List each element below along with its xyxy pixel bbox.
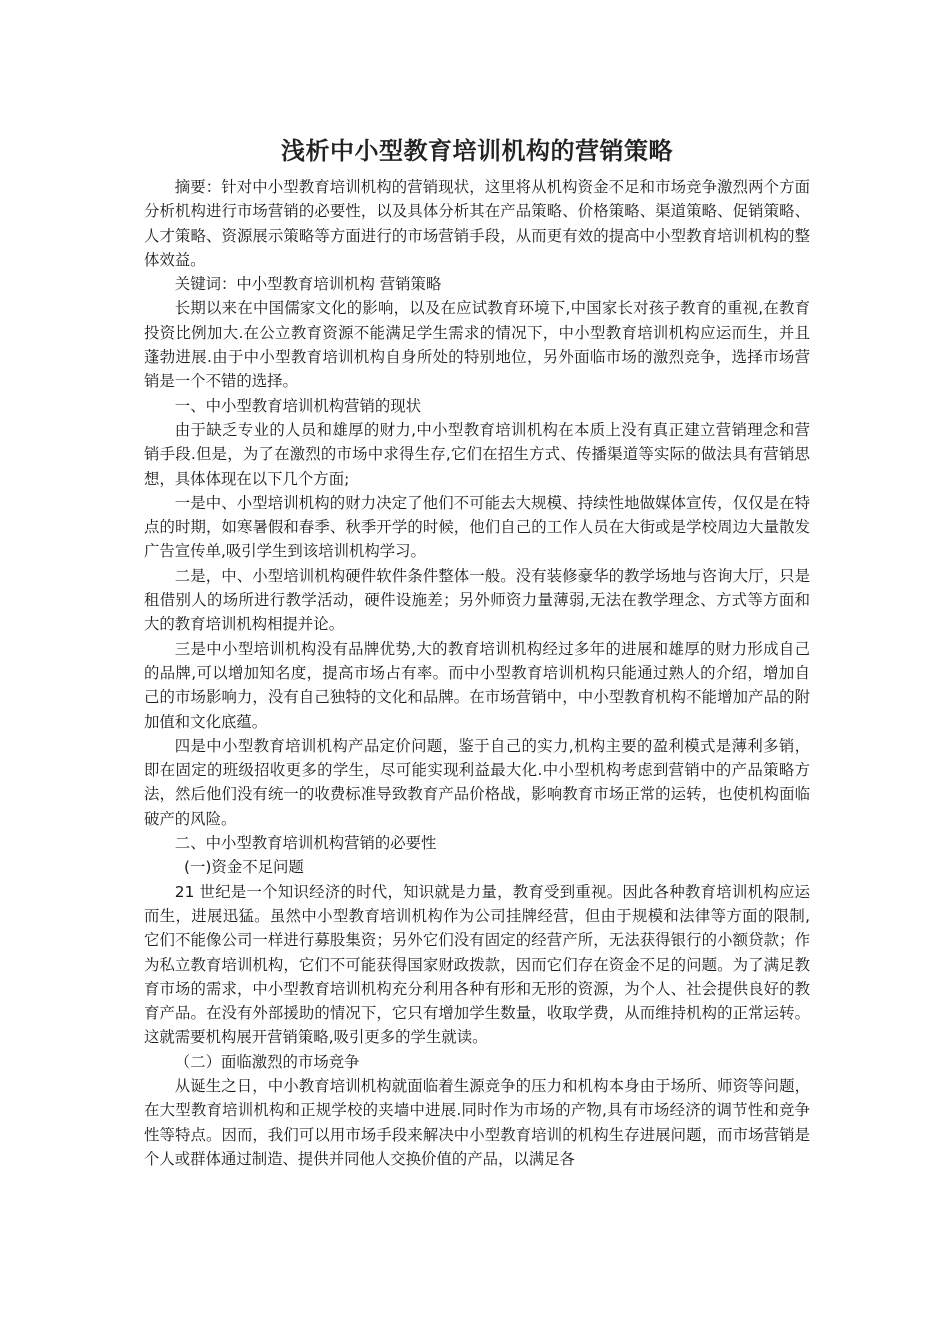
- intro-paragraph: 长期以来在中国儒家文化的影响，以及在应试教育环境下,中国家长对孩子教育的重视,在教育投资比例加大.在公立教育资源不能满足学生需求的情况下，中小型教育培训机构应运而生，并且蓬勃进展.由于中小型教育培训机构自身所处的特别地位，另外面临市场的激烈竞争，选择市场营销是一个不错的选择。: [144, 299, 810, 391]
- abstract-paragraph: 摘要：针对中小型教育培训机构的营销现状，这里将从机构资金不足和市场竞争激烈两个方面分析机构进行市场营销的必要性，以及具体分析其在产品策略、价格策略、渠道策略、促销策略、人才策略、资源展示策略等方面进行的市场营销手段，从而更有效的提高中小型教育培训机构的整体效益。: [144, 178, 810, 269]
- document-body: [144, 133, 810, 1171]
- keywords-line: 关键词：中小型教育培训机构 营销策略: [174, 275, 442, 294]
- section-heading-1: 一、中小型教育培训机构营销的现状: [174, 396, 422, 415]
- body-paragraph: 由于缺乏专业的人员和雄厚的财力,中小型教育培训机构在本质上没有真正建立营销理念和营销手段.但是，为了在激烈的市场中求得生存,它们在招生方式、传播渠道等实际的做法具有营销思想，具体体现在以下几个方面;: [144, 420, 810, 488]
- subsection-heading-2: （二）面临激烈的市场竞争: [174, 1052, 360, 1071]
- subsection-heading-1: (一)资金不足问题: [184, 858, 304, 877]
- body-paragraph: 四是中小型教育培训机构产品定价问题，鉴于自己的实力,机构主要的盈利模式是薄利多销，即在固定的班级招收更多的学生，尽可能实现利益最大化.中小型机构考虑到营销中的产品策略方法，然后他们没有统一的收费标准导致教育产品价格战，影响教育市场正常的运转，也使机构面临破产的风险。: [144, 736, 810, 828]
- body-paragraph: 一是中、小型培训机构的财力决定了他们不可能去大规模、持续性地做媒体宣传，仅仅是在特点的时期，如寒暑假和春季、秋季开学的时候，他们自己的工作人员在大街或是学校周边大量散发广告宣传单,吸引学生到该培训机构学习。: [144, 493, 810, 561]
- document-title: 浅析中小型教育培训机构的营销策略: [281, 137, 673, 165]
- body-paragraph: 三是中小型培训机构没有品牌优势,大的教育培训机构经过多年的进展和雄厚的财力形成自己的品牌,可以增加知名度，提高市场占有率。而中小型教育培训机构只能通过熟人的介绍，增加自己的市场影响力，没有自己独特的文化和品牌。在市场营销中，中小型教育机构不能增加产品的附加值和文化底蕴。: [144, 639, 810, 731]
- body-paragraph: 二是，中、小型培训机构硬件软件条件整体一般。没有装修豪华的教学场地与咨询大厅，只是租借别人的场所进行教学活动，硬件设施差；另外师资力量薄弱,无法在教学理念、方式等方面和大的教育培训机构相提并论。: [144, 566, 810, 634]
- section-heading-2: 二、中小型教育培训机构营销的必要性: [174, 834, 437, 853]
- body-paragraph: 21 世纪是一个知识经济的时代，知识就是力量，教育受到重视。因此各种教育培训机构应运而生，进展迅猛。虽然中小型教育培训机构作为公司挂牌经营，但由于规模和法律等方面的限制,它们不能像公司一样进行募股集资；另外它们没有固定的经营产所，无法获得银行的小额贷款；作为私立教育培训机构，它们不可能获得国家财政拨款，因而它们存在资金不足的问题。为了满足教育市场的需求，中小型教育培训机构充分利用各种有形和无形的资源，为个人、社会提供良好的教育产品。在没有外部援助的情况下，它只有增加学生数量，收取学费，从而维持机构的正常运转。这就需要机构展开营销策略,吸引更多的学生就读。: [144, 882, 810, 1047]
- body-paragraph: 从诞生之日，中小教育培训机构就面临着生源竞争的压力和机构本身由于场所、师资等问题，在大型教育培训机构和正规学校的夹墙中进展.同时作为市场的产物,具有市场经济的调节性和竞争性等特点。因而，我们可以用市场手段来解决中小型教育培训的机构生存进展问题，而市场营销是个人或群体通过制造、提供并同他人交换价值的产品，以满足各: [144, 1076, 810, 1168]
